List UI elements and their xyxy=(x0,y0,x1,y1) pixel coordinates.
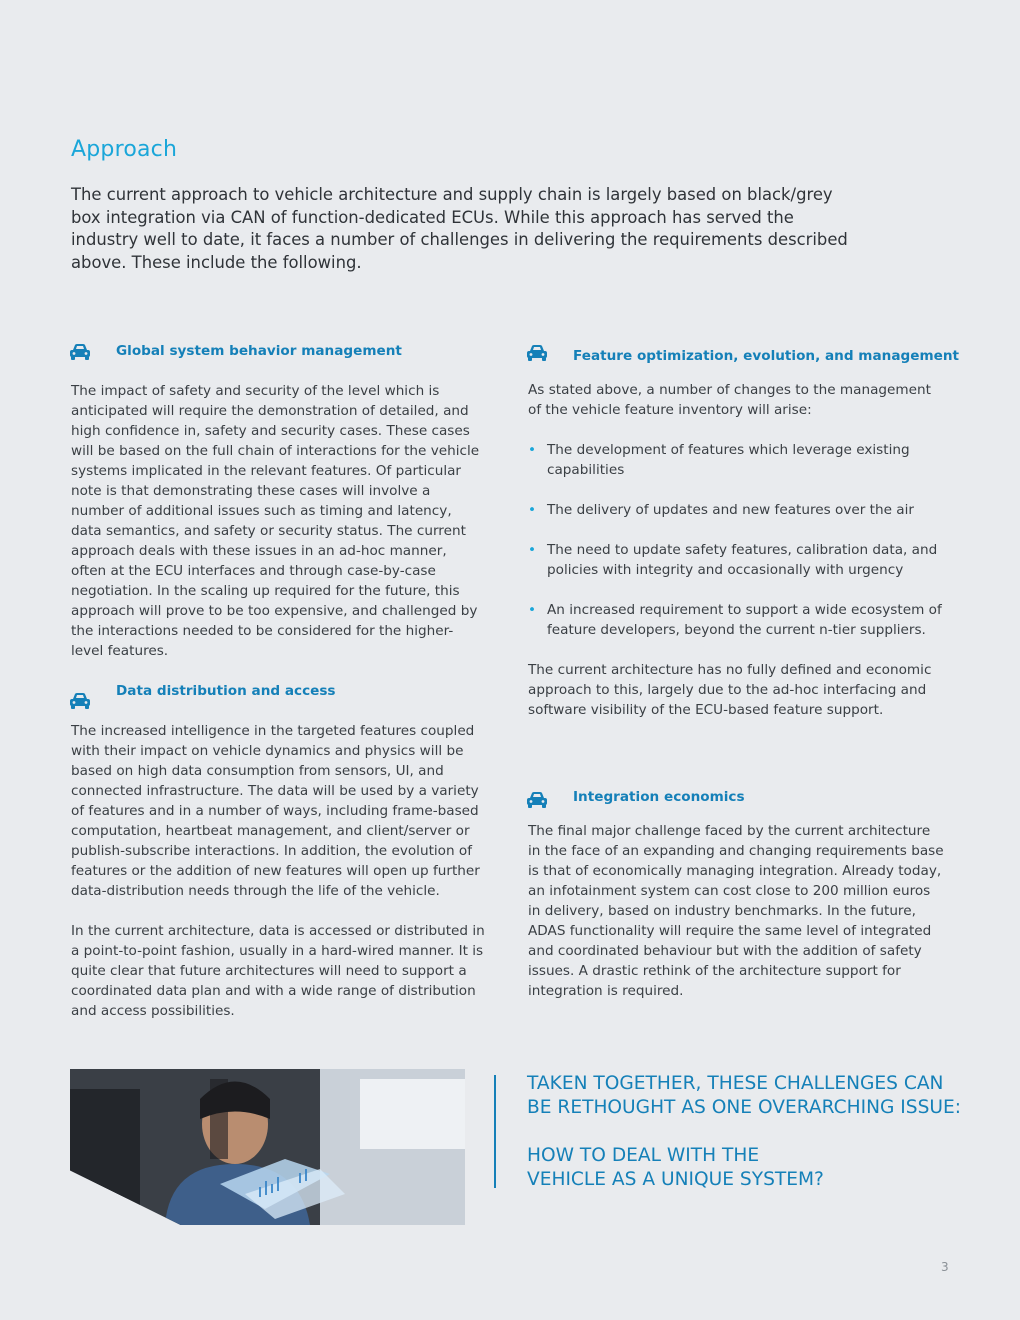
list-item: • The delivery of updates and new features over the air xyxy=(528,500,944,520)
section-title: Integration economics xyxy=(573,789,745,805)
section-data-distribution xyxy=(69,683,485,1021)
car-icon xyxy=(526,791,548,809)
section-title: Feature optimization, evolution, and management xyxy=(573,348,960,364)
callout-line: BE RETHOUGHT AS ONE OVERARCHING ISSUE: xyxy=(527,1097,962,1118)
list-item: • The need to update safety features, calibration data, and policies with integrity and occasionally with urgency xyxy=(528,540,944,580)
section-header xyxy=(526,345,960,371)
driver-tablet-photo xyxy=(70,1069,465,1225)
list-item: • An increased requirement to support a wide ecosystem of feature developers, beyond the current n-tier suppliers. xyxy=(528,600,944,640)
section-global-behavior xyxy=(69,343,485,661)
callout-line: VEHICLE AS A UNIQUE SYSTEM? xyxy=(527,1169,824,1190)
callout-spacer xyxy=(527,1120,967,1144)
callout-line: HOW TO DEAL WITH THE xyxy=(527,1145,760,1166)
section-header xyxy=(526,789,946,815)
callout-divider xyxy=(494,1075,496,1188)
section-header xyxy=(69,683,485,709)
section-body: As stated above, a number of changes to the management of the vehicle feature inventory will arise: xyxy=(528,382,931,418)
list-item: • The development of features which leverage existing capabilities xyxy=(528,440,944,480)
section-feature-optimization xyxy=(526,345,960,720)
section-body: The increased intelligence in the targeted features coupled with their impact on vehicle dynamics and physics will be based on high data consumption from sensors, UI, and connected infrastructure. The data will be used by a variety of features and in a number of ways, including frame-based computation, heartbeat management, and client/server or publish-subscribe interactions. In addition, the evolution of features or the addition of new features will open up further data-distribution needs through the life of the vehicle. xyxy=(71,723,480,899)
section-body: The current architecture has no fully defined and economic approach to this, largely due to the ad-hoc interfacing and software visibility of the ECU-based feature support. xyxy=(528,662,932,718)
section-body: The final major challenge faced by the current architecture in the face of an expanding and changing requirements base is that of economically managing integration. Already today, an infotainment system can cost close to 200 million euros in delivery, based on industry benchmarks. In the future, ADAS functionality will require the same level of integrated and coordinated behaviour but with the addition of safety issues. A drastic rethink of the architecture support for integration is required. xyxy=(528,823,944,999)
car-icon xyxy=(526,344,548,362)
section-header xyxy=(69,343,485,369)
callout-quote xyxy=(527,1072,967,1192)
section-title: Data distribution and access xyxy=(116,683,336,699)
photo-illustration xyxy=(70,1069,465,1225)
intro-paragraph: The current approach to vehicle architecture and supply chain is largely based on black/grey box integration via CAN of function-dedicated ECUs. While this approach has served the industry well to date, it faces a number of challenges in delivering the requirements described above. These include the following. xyxy=(71,185,848,272)
car-icon xyxy=(69,692,91,710)
page-title: Approach xyxy=(71,137,178,162)
feature-bullet-list xyxy=(528,440,944,640)
section-integration-economics xyxy=(526,789,946,1001)
section-body: In the current architecture, data is accessed or distributed in a point-to-point fashion, usually in a hard-wired manner. It is quite clear that future architectures will need to support a coordinated data plan and with a wide range of distribution and access possibilities. xyxy=(71,923,485,1019)
callout-line: TAKEN TOGETHER, THESE CHALLENGES CAN xyxy=(527,1073,944,1094)
car-icon xyxy=(69,343,91,361)
page-number: 3 xyxy=(941,1260,949,1274)
section-title: Global system behavior management xyxy=(116,343,402,359)
section-body: The impact of safety and security of the level which is anticipated will require the demonstration of detailed, and high confidence in, safety and security cases. These cases will be based on the full chain of interactions for the vehicle systems implicated in the relevant features. Of particular note is that demonstrating these cases will involve a number of additional issues such as timing and latency, data semantics, and safety or security status. The current approach deals with these issues in an ad-hoc manner, often at the ECU interfaces and through case-by-case negotiation. In the scaling up required for the future, this approach will prove to be too expensive, and challenged by the interactions needed to be considered for the higher-level features. xyxy=(71,383,480,659)
